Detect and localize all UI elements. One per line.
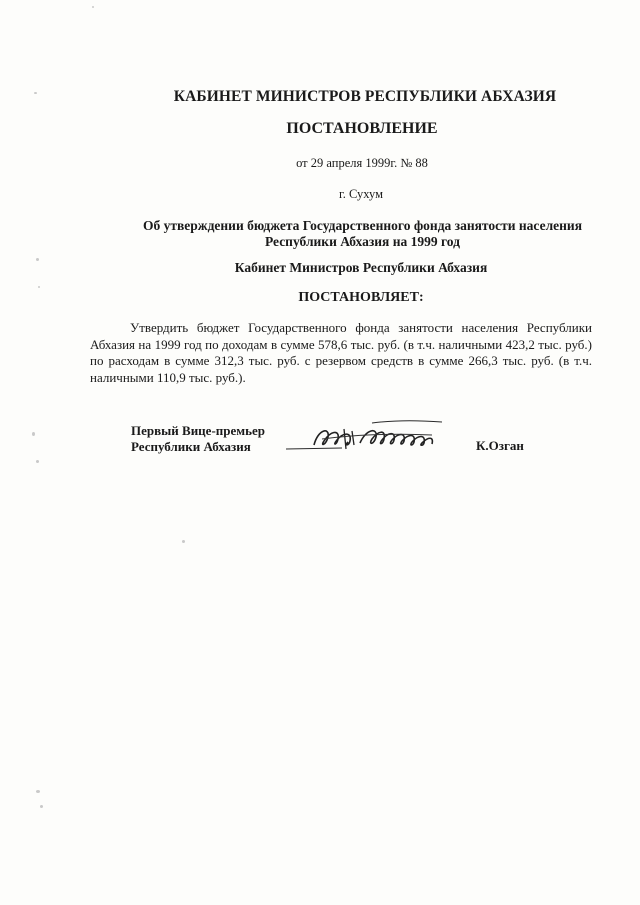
scan-speck: [32, 432, 35, 436]
scan-speck: [38, 286, 40, 288]
issuer-line: Кабинет Министров Республики Абхазия: [234, 260, 488, 275]
scan-speck: [36, 460, 39, 463]
scan-speck: [36, 790, 40, 793]
scan-speck: [92, 6, 94, 8]
resolves-heading: ПОСТАНОВЛЯЕТ:: [298, 290, 424, 305]
signer-title-line-2: Республики Абхазия: [131, 439, 251, 454]
scan-speck: [36, 258, 39, 261]
scan-speck: [182, 540, 185, 543]
organization-title: КАБИНЕТ МИНИСТРОВ РЕСПУБЛИКИ АБХАЗИЯ: [173, 88, 557, 105]
signer-name: К.Озган: [476, 438, 524, 453]
document-type-heading: ПОСТАНОВЛЕНИЕ: [286, 120, 438, 137]
handwritten-signature: [282, 415, 462, 463]
scan-speck: [34, 92, 37, 94]
scan-speck: [40, 805, 43, 808]
signer-title-line-1: Первый Вице-премьер: [131, 423, 265, 438]
subject-line-1: Об утверждении бюджета Государственного фонда занятости населения: [142, 218, 582, 233]
subject-line-2: Республики Абхазия на 1999 год: [264, 234, 461, 249]
document-date-number: от 29 апреля 1999г. № 88: [296, 156, 428, 170]
resolution-paragraph: Утвердить бюджет Государственного фонда занятости населения Республики Абхазия на 1999 год по доходам в сумме 578,6 тыс. руб. (в т.ч. наличными 423,2 тыс. руб.) по расходам в сумме 312,3 тыс. руб. с резервом средств в сумме 266,3 тыс. руб. (в т.ч. наличными 110,9 тыс. руб.).: [90, 320, 592, 385]
document-place: г. Сухум: [338, 187, 383, 201]
signer-title: [131, 423, 265, 455]
document-subject: [120, 218, 605, 250]
